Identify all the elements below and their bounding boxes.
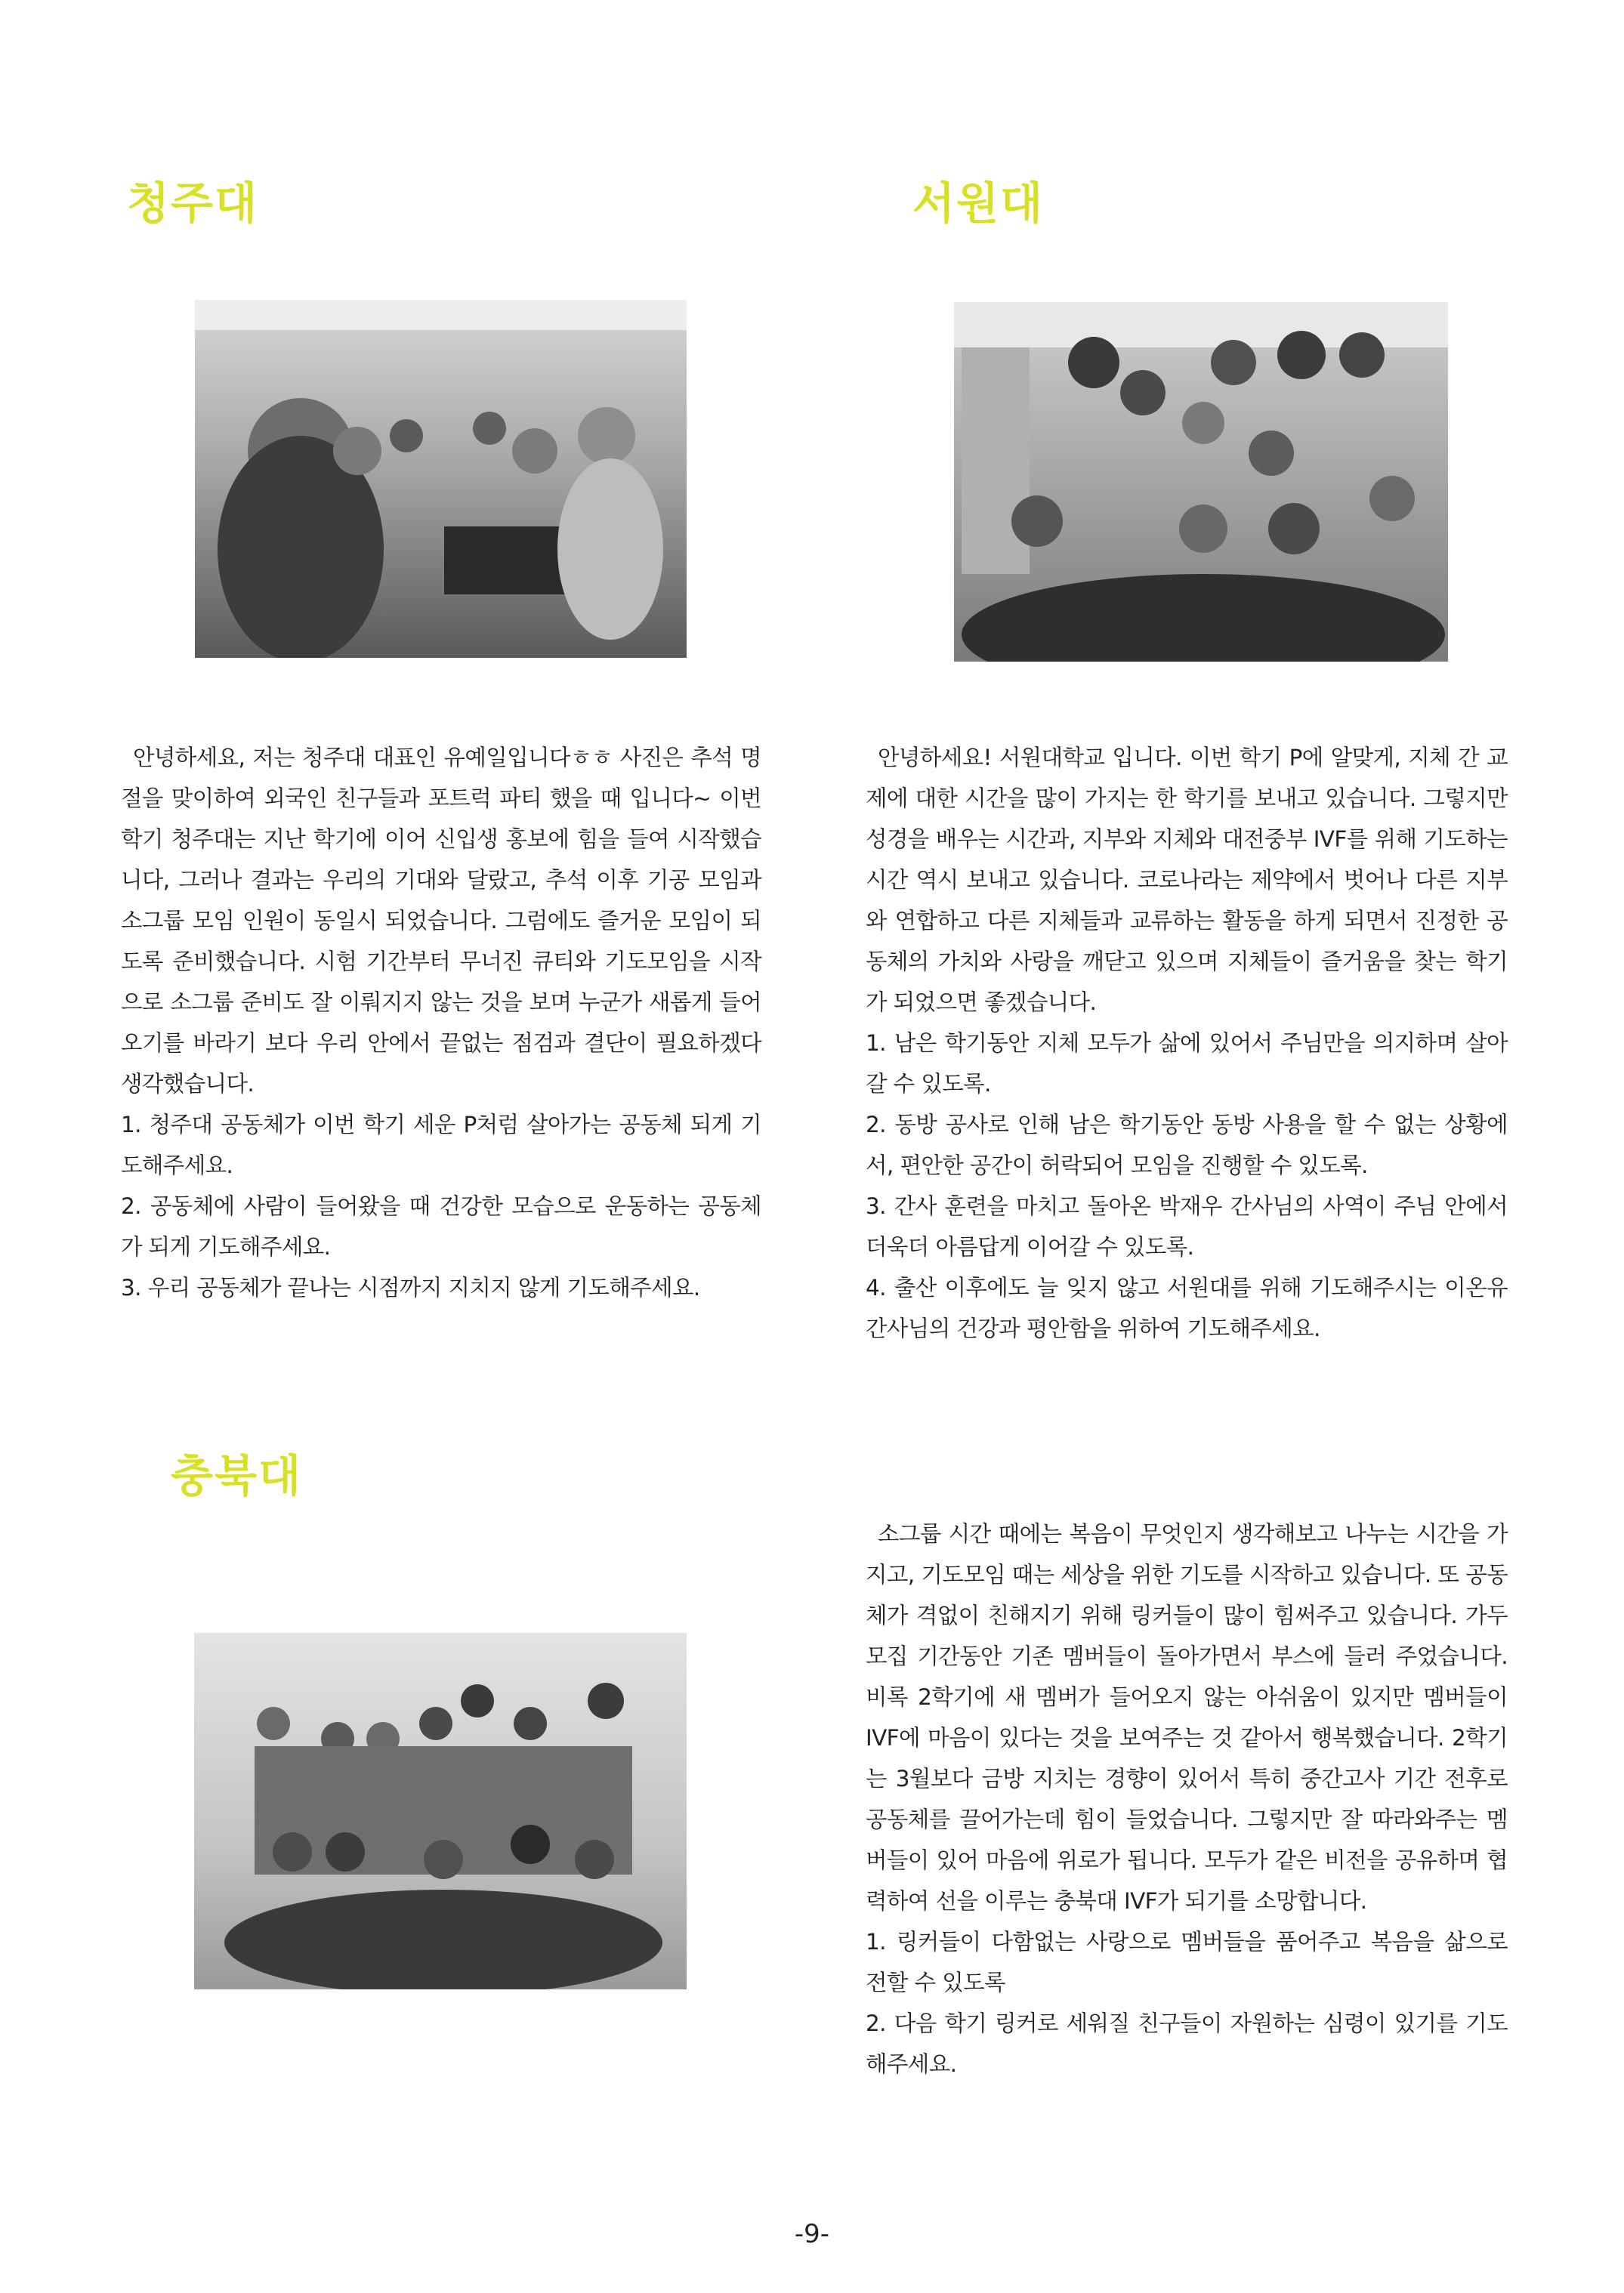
prayer-item: 2. 공동체에 사람이 들어왔을 때 건강한 모습으로 운동하는 공동체가 되게 기도해주세요. (121, 1193, 761, 1260)
section-body-seowon (866, 737, 1508, 1349)
photo-cheongju (195, 300, 687, 658)
prayer-item: 1. 링커들이 다함없는 사랑으로 멤버들을 품어주고 복음을 삶으로 전할 수 있도록 (866, 1929, 1508, 1995)
prayer-item: 4. 출산 이후에도 늘 잊지 않고 서원대를 위해 기도해주시는 이온유 간사님의 건강과 평안함을 위하여 기도해주세요. (866, 1275, 1508, 1341)
section-title-chungbuk: 충북대 (171, 1450, 303, 1501)
group-photo-icon (954, 302, 1448, 662)
photo-seowon (954, 302, 1448, 662)
prayer-item: 3. 우리 공동체가 끝나는 시점까지 지치지 않게 기도해주세요. (121, 1275, 700, 1301)
section-title-cheongju: 청주대 (127, 177, 259, 229)
section-intro-seowon: 안녕하세요! 서원대학교 입니다. 이번 학기 P에 알맞게, 지체 간 교제에 대한 시간을 많이 가지는 한 학기를 보내고 있습니다. 그렇지만 성경을 배우는 시간과, 지부와 지체와 대전중부 IVF를 위해 기도하는 시간 역시 보내고 있습니다. 코로나라는 제약에서 벗어나 다른 지부와 연합하고 다른 지체들과 교류하는 활동을 하게 되면서 진정한 공동체의 가치와 사랑을 깨닫고 있으며 지체들이 즐거움을 찾는 학기가 되었으면 좋겠습니다. (866, 745, 1508, 1015)
photo-chungbuk (194, 1633, 687, 1989)
prayer-item: 3. 간사 훈련을 마치고 돌아온 박재우 간사님의 사역이 주님 안에서 더욱더 아름답게 이어갈 수 있도록. (866, 1193, 1508, 1260)
group-photo-icon (194, 1633, 687, 1989)
prayer-item: 1. 남은 학기동안 지체 모두가 삶에 있어서 주님만을 의지하며 살아갈 수 있도록. (866, 1030, 1508, 1097)
section-intro-chungbuk: 소그룹 시간 때에는 복음이 무엇인지 생각해보고 나누는 시간을 가지고, 기도모임 때는 세상을 위한 기도를 시작하고 있습니다. 또 공동체가 격없이 친해지기 위해 링커들이 많이 힘써주고 있습니다. 가두모집 기간동안 기존 멤버들이 돌아가면서 부스에 들러 주었습니다. 비록 2학기에 새 멤버가 들어오지 않는 아쉬움이 있지만 멤버들이 IVF에 마음이 있다는 것을 보여주는 것 같아서 행복했습니다. 2학기는 3월보다 금방 지치는 경향이 있어서 특히 중간고사 기간 전후로 공동체를 끌어가는데 힘이 들었습니다. 그렇지만 잘 따라와주는 멤버들이 있어 마음에 위로가 됩니다. 모두가 같은 비전을 공유하며 협력하여 선을 이루는 충북대 IVF가 되기를 소망합니다. (866, 1521, 1508, 1914)
prayer-item: 2. 다음 학기 링커로 세워질 친구들이 자원하는 심령이 있기를 기도해주세요. (866, 2011, 1508, 2077)
section-body-cheongju (121, 737, 761, 1308)
prayer-item: 2. 동방 공사로 인해 남은 학기동안 동방 사용을 할 수 없는 상황에서, 편안한 공간이 허락되어 모임을 진행할 수 있도록. (866, 1112, 1508, 1178)
prayer-item: 1. 청주대 공동체가 이번 학기 세운 P처럼 살아가는 공동체 되게 기도해주세요. (121, 1112, 761, 1178)
section-body-chungbuk (866, 1514, 1508, 2085)
section-intro-cheongju: 안녕하세요, 저는 청주대 대표인 유예일입니다ㅎㅎ 사진은 추석 명절을 맞이하여 외국인 친구들과 포트럭 파티 했을 때 입니다~ 이번 학기 청주대는 지난 학기에 이어 신입생 홍보에 힘을 들여 시작했습니다, 그러나 결과는 우리의 기대와 달랐고, 추석 이후 기공 모임과 소그룹 모임 인원이 동일시 되었습니다. 그럼에도 즐거운 모임이 되도록 준비했습니다. 시험 기간부터 무너진 큐티와 기도모임을 시작으로 소그룹 준비도 잘 이뤄지지 않는 것을 보며 누군가 새롭게 들어오기를 바라기 보다 우리 안에서 끝없는 점검과 결단이 필요하겠다 생각했습니다. (121, 745, 761, 1097)
page-number: -9- (794, 2219, 830, 2249)
section-title-seowon: 서원대 (912, 177, 1045, 229)
group-photo-icon (195, 300, 687, 658)
